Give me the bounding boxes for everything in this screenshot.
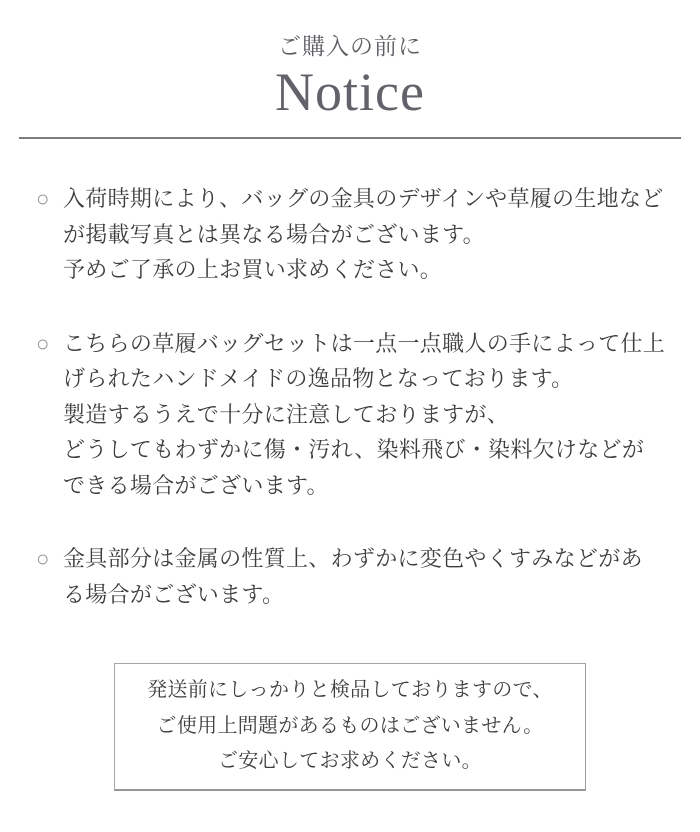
assurance-line: 発送前にしっかりと検品しておりますので、: [147, 679, 553, 701]
circle-bullet-icon: ○: [36, 186, 50, 211]
note-line: できる場合がございます。: [63, 472, 329, 498]
circle-bullet-icon: ○: [36, 546, 50, 571]
note-line: 金具部分は金属の性質上、わずかに変色やくすみなどがあ: [63, 546, 643, 571]
note-line: 製造するうえで十分に注意しておりますが、: [63, 401, 510, 427]
note-line: る場合がございます。: [63, 581, 285, 607]
notice-item-stock-design: [0, 181, 700, 288]
page-header: [0, 0, 700, 139]
notice-item-handmade: [0, 326, 700, 504]
circle-bullet-icon: ○: [36, 330, 50, 356]
page-title: Notice: [275, 62, 425, 122]
note-line: が掲載写真とは異なる場合がございます。: [63, 221, 485, 247]
note-line: げられたハンドメイドの逸品物となっております。: [63, 366, 574, 391]
note-line: どうしてもわずかに傷・汚れ、染料飛び・染料欠けなどが: [63, 437, 645, 462]
note-line: 予めご了承の上お買い求めください。: [63, 257, 443, 282]
assurance-line: ご安心してお求めください。: [218, 750, 482, 772]
assurance-box: [114, 663, 586, 791]
notice-list: [0, 181, 700, 612]
notice-item-metal-parts: [0, 541, 700, 612]
assurance-line: ご使用上問題があるものはございません。: [156, 714, 544, 737]
note-line: こちらの草履バッグセットは一点一点職人の手によって仕上: [63, 330, 666, 356]
header-subtitle: ご購入の前に: [278, 34, 422, 59]
note-line: 入荷時期により、バッグの金具のデザインや草履の生地など: [63, 186, 664, 211]
header-divider: [19, 137, 681, 139]
